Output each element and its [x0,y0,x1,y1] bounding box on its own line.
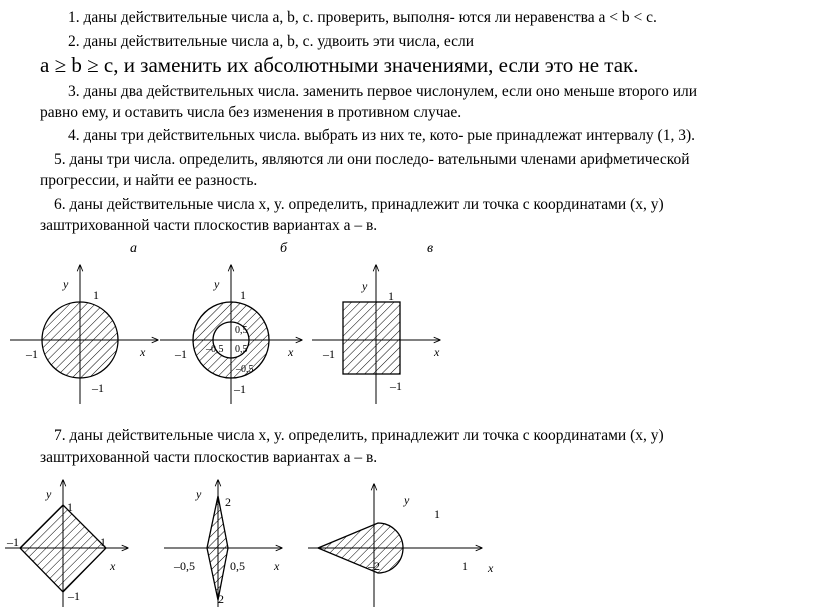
fig-b-half-y: 0,5 [235,325,248,336]
fig-v-minus-one: –1 [323,347,335,361]
figure-b-annulus [160,265,302,404]
fig-a-minus-one: –1 [26,347,38,361]
fig-2b-y-label: y [196,487,202,501]
problem-6-line-2: заштрихованной части плоскостив вариантах а – в. [40,217,378,234]
fig-b-half-x: 0,5 [235,344,248,355]
figure-2a-diamond [5,480,128,607]
problem-7-line-1: 7. даны действительные числа x, y. определить, принадлежит ли точка с координатами (x, y) [54,427,664,444]
problem-3-line-1: 3. даны два действительных числа. заменить первое числонулем, если оно меньше второго или [68,83,698,100]
fig-a-one: 1 [93,288,99,302]
fig-2a-one-x: 1 [100,535,106,549]
fig-v-y-label: y [362,279,368,293]
fig-b-x-label: x [288,345,294,359]
problem-3-line-2: равно ему, и оставить числа без изменения в противном случае. [40,104,462,121]
fig-2b-half: 0,5 [230,559,245,573]
fig-2a-x-label: x [110,559,116,573]
problem-5-line-1: 5. даны три числа. определить, являются ли они последо- вательными членами арифметической [54,151,690,168]
figure-a-circle [10,265,158,404]
fig-2b-x-label: x [274,559,280,573]
figure-v-square [312,265,440,404]
figure-label-a: а [130,241,137,256]
fig-2c-y-label: y [404,493,410,507]
fig-a-y-label: y [63,277,69,291]
fig-2c-one-x: 1 [462,559,468,573]
fig-2c-x-label: x [488,561,494,575]
fig-2b-two: 2 [225,495,231,509]
fig-2b-minus-two: 2 [218,592,224,606]
figure-2c-teardrop [308,484,494,607]
figure-label-b: б [280,241,288,256]
fig-2c-one: 1 [434,507,440,521]
fig-2b-minus-half: –0,5 [174,559,195,573]
fig-2a-y-label: y [46,487,52,501]
fig-a-x-label: x [140,345,146,359]
fig-2a-minus-one: –1 [7,535,19,549]
fig-v-x-label: x [434,345,440,359]
problem-1: 1. даны действительные числа a, b, c. проверить, выполня- ются ли неравенства a < b < c. [68,9,657,26]
problem-6-line-1: 6. даны действительные числа x, y. определить, принадлежит ли точка с координатами (x, y) [54,196,664,213]
figure-2b-rhombus [164,480,282,607]
fig-2a-minus-one-y: –1 [68,589,80,603]
problem-7-line-2: заштрихованной части плоскостив вариантах а – в. [40,449,378,466]
fig-2a-one: 1 [67,500,73,514]
fig-b-minus-one-y: –1 [234,382,246,396]
fig-b-minus-half: –0,5 [206,344,224,355]
fig-b-minus-half-y: –0,5 [236,364,254,375]
fig-v-one: 1 [388,289,394,303]
fig-v-minus-one-y: –1 [390,379,402,393]
fig-b-y-label: y [214,277,220,291]
problem-2-line-2: a ≥ b ≥ c, и заменить их абсолютными значениями, если это не так. [40,53,639,77]
problem-2-line-1: 2. даны действительные числа a, b, c. удвоить эти числа, если [68,33,475,50]
fig-2c-minus-two: –2 [368,559,380,573]
fig-b-minus-one: –1 [175,347,187,361]
fig-b-one: 1 [240,288,246,302]
fig-a-minus-one-y: –1 [92,381,104,395]
problem-5-line-2: прогрессии, и найти ее разность. [40,172,258,189]
figure-label-v: в [427,241,434,256]
problem-4: 4. даны три действительных числа. выбрать из них те, кото- рые принадлежат интервалу (1, 3). [68,127,696,144]
